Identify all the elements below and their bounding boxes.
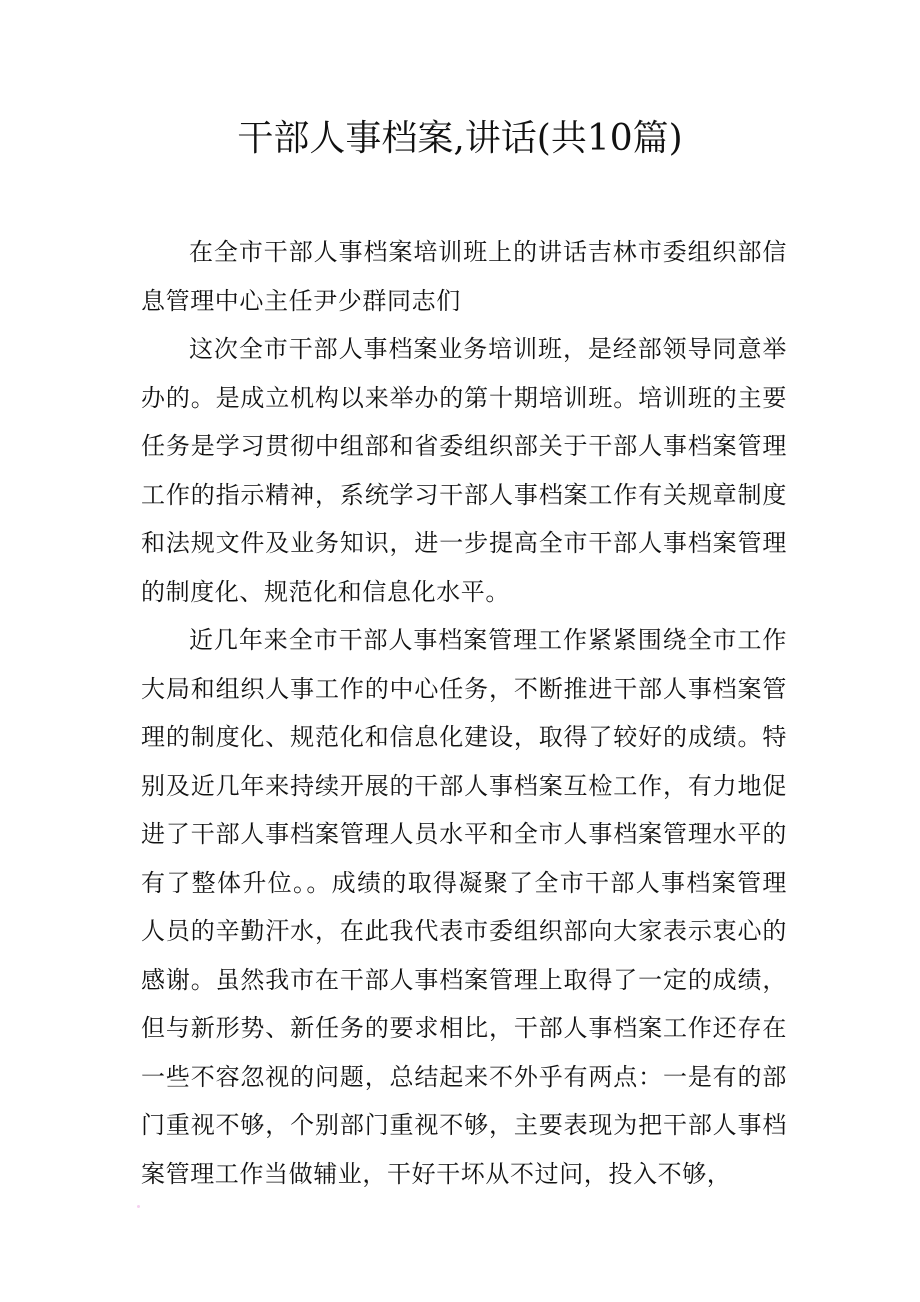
paragraph-training-purpose: 这次全市干部人事档案业务培训班，是经部领导同意举办的。是成立机构以来举办的第十期培训班。培训班的主要任务是学习贯彻中组部和省委组织部关于干部人事档案管理工作的指示精神，系统学习干部人事档案工作有关规章制度和法规文件及业务知识，进一步提高全市干部人事档案管理的制度化、规范化和信息化水平。: [141, 335, 787, 606]
paragraph-achievements-and-problems: 近几年来全市干部人事档案管理工作紧紧围绕全市工作大局和组织人事工作的中心任务，不断推进干部人事档案管理的制度化、规范化和信息化建设，取得了较好的成绩。特别及近几年来持续开展的干部人事档案互检工作，有力地促进了干部人事档案管理人员水平和全市人事档案管理水平的有了整体升位。。成绩的取得凝聚了全市干部人事档案管理人员的辛勤汗水，在此我代表市委组织部向大家表示衷心的感谢。虽然我市在干部人事档案管理上取得了一定的成绩，但与新形势、新任务的要求相比，干部人事档案工作还存在一些不容忽视的问题，总结起来不外乎有两点：一是有的部门重视不够，个别部门重视不够，主要表现为把干部人事档案管理工作当做辅业，干好干坏从不过问，投入不够，: [141, 626, 787, 1188]
document-body: [141, 228, 787, 1198]
paragraph-speech-heading: 在全市干部人事档案培训班上的讲话吉林市委组织部信息管理中心主任尹少群同志们: [141, 238, 787, 315]
document-title: 干部人事档案,讲话(共10篇): [237, 118, 683, 159]
scan-artifact: [137, 1205, 140, 1208]
